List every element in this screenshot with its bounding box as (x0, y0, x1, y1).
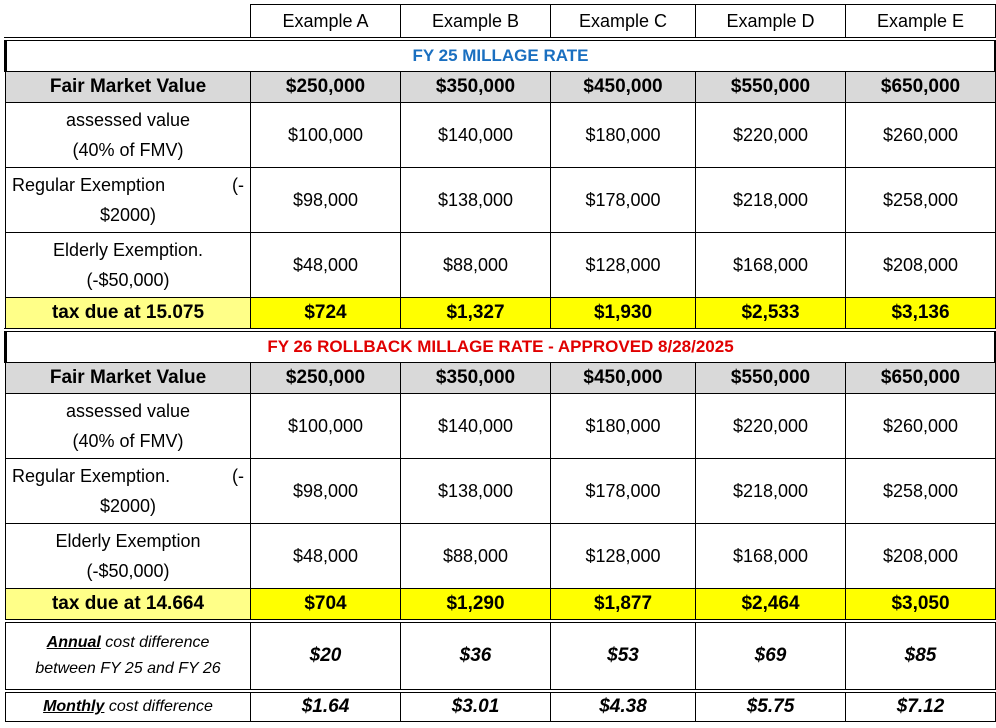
fy25-banner: FY 25 MILLAGE RATE (6, 39, 996, 72)
monthly-diff-a: $1.64 (251, 691, 401, 722)
fy26-assessed-label-1: assessed value (65, 401, 191, 421)
fy25-regular-label-1: Regular Exemption (12, 175, 166, 195)
fy26-assessed-b: $140,000 (401, 394, 551, 459)
annual-diff-e: $85 (846, 621, 996, 691)
monthly-diff-c: $4.38 (551, 691, 696, 722)
fy26-elderly-label-1: Elderly Exemption (55, 531, 201, 551)
header-example-c: Example C (551, 5, 696, 40)
fy26-tax-c: $1,877 (551, 589, 696, 622)
header-row (6, 5, 996, 40)
fy26-elderly-e: $208,000 (846, 524, 996, 589)
fy25-regular-b: $138,000 (401, 168, 551, 233)
header-example-e: Example E (846, 5, 996, 40)
fy25-assessed-label-2: (40% of FMV) (72, 140, 184, 160)
fy26-elderly-a: $48,000 (251, 524, 401, 589)
fy26-regular-label-1b: (- (232, 466, 244, 486)
fy25-fmv-label: Fair Market Value (6, 72, 251, 103)
fy26-tax-e: $3,050 (846, 589, 996, 622)
fy25-tax-row (6, 298, 996, 331)
fy26-elderly-b: $88,000 (401, 524, 551, 589)
fy26-regular-b: $138,000 (401, 459, 551, 524)
fy26-banner-row (6, 330, 996, 363)
fy26-fmv-a: $250,000 (251, 363, 401, 394)
monthly-diff-d: $5.75 (696, 691, 846, 722)
fy25-assessed-a: $100,000 (251, 103, 401, 168)
monthly-label-rest: cost difference (104, 698, 213, 715)
fy25-elderly-label (6, 233, 251, 298)
fy25-fmv-b: $350,000 (401, 72, 551, 103)
fy25-fmv-e: $650,000 (846, 72, 996, 103)
annual-label-em: Annual (46, 634, 101, 651)
fy25-banner-row (6, 39, 996, 72)
fy26-elderly-c: $128,000 (551, 524, 696, 589)
fy25-assessed-b: $140,000 (401, 103, 551, 168)
fy25-elderly-label-2: (-$50,000) (86, 270, 170, 290)
monthly-diff-e: $7.12 (846, 691, 996, 722)
fy25-fmv-row (6, 72, 996, 103)
fy25-tax-label: tax due at 15.075 (6, 298, 251, 331)
fy25-fmv-a: $250,000 (251, 72, 401, 103)
fy26-elderly-row (6, 524, 996, 589)
fy25-assessed-d: $220,000 (696, 103, 846, 168)
annual-diff-a: $20 (251, 621, 401, 691)
annual-diff-row (6, 621, 996, 691)
fy26-regular-d: $218,000 (696, 459, 846, 524)
fy25-assessed-label (6, 103, 251, 168)
fy25-assessed-label-1: assessed value (65, 110, 191, 130)
fy26-regular-e: $258,000 (846, 459, 996, 524)
fy26-elderly-label-2: (-$50,000) (86, 561, 170, 581)
fy26-tax-label: tax due at 14.664 (6, 589, 251, 622)
fy26-fmv-b: $350,000 (401, 363, 551, 394)
fy26-banner: FY 26 ROLLBACK MILLAGE RATE - APPROVED 8/28/2025 (6, 330, 996, 363)
monthly-diff-label (6, 691, 251, 722)
fy26-tax-a: $704 (251, 589, 401, 622)
monthly-diff-b: $3.01 (401, 691, 551, 722)
fy26-assessed-row (6, 394, 996, 459)
fy25-elderly-e: $208,000 (846, 233, 996, 298)
fy25-assessed-e: $260,000 (846, 103, 996, 168)
fy25-tax-a: $724 (251, 298, 401, 331)
fy26-regular-label-1: Regular Exemption. (12, 466, 171, 486)
fy26-assessed-d: $220,000 (696, 394, 846, 459)
header-example-d: Example D (696, 5, 846, 40)
fy26-tax-d: $2,464 (696, 589, 846, 622)
fy26-regular-row (6, 459, 996, 524)
annual-diff-d: $69 (696, 621, 846, 691)
header-example-a: Example A (251, 5, 401, 40)
fy25-regular-e: $258,000 (846, 168, 996, 233)
fy25-elderly-label-1: Elderly Exemption. (52, 240, 204, 260)
fy25-assessed-row (6, 103, 996, 168)
fy25-fmv-c: $450,000 (551, 72, 696, 103)
fy25-regular-a: $98,000 (251, 168, 401, 233)
header-example-b: Example B (401, 5, 551, 40)
millage-table (4, 4, 996, 722)
fy25-regular-label (6, 168, 251, 233)
annual-diff-c: $53 (551, 621, 696, 691)
fy26-elderly-d: $168,000 (696, 524, 846, 589)
fy25-elderly-b: $88,000 (401, 233, 551, 298)
fy25-regular-label-2: $2000) (99, 205, 157, 225)
header-blank-cell (6, 5, 251, 40)
fy25-fmv-d: $550,000 (696, 72, 846, 103)
fy25-tax-e: $3,136 (846, 298, 996, 331)
fy26-assessed-a: $100,000 (251, 394, 401, 459)
fy26-assessed-label (6, 394, 251, 459)
annual-diff-b: $36 (401, 621, 551, 691)
fy25-elderly-d: $168,000 (696, 233, 846, 298)
fy26-regular-label (6, 459, 251, 524)
fy26-fmv-c: $450,000 (551, 363, 696, 394)
fy26-fmv-e: $650,000 (846, 363, 996, 394)
fy25-tax-d: $2,533 (696, 298, 846, 331)
fy26-tax-b: $1,290 (401, 589, 551, 622)
fy25-elderly-a: $48,000 (251, 233, 401, 298)
fy25-regular-label-1b: (- (232, 175, 244, 195)
fy25-tax-b: $1,327 (401, 298, 551, 331)
fy26-regular-c: $178,000 (551, 459, 696, 524)
monthly-label-em: Monthly (43, 698, 105, 715)
fy25-assessed-c: $180,000 (551, 103, 696, 168)
annual-label-2: between FY 25 and FY 26 (35, 660, 221, 677)
fy26-assessed-label-2: (40% of FMV) (72, 431, 184, 451)
annual-diff-label (6, 621, 251, 691)
fy26-regular-label-2: $2000) (99, 496, 157, 516)
fy25-regular-c: $178,000 (551, 168, 696, 233)
annual-label-rest: cost difference (100, 634, 210, 651)
fy26-assessed-c: $180,000 (551, 394, 696, 459)
fy26-elderly-label (6, 524, 251, 589)
fy25-elderly-c: $128,000 (551, 233, 696, 298)
fy25-regular-row (6, 168, 996, 233)
fy26-tax-row (6, 589, 996, 622)
fy26-assessed-e: $260,000 (846, 394, 996, 459)
fy25-tax-c: $1,930 (551, 298, 696, 331)
fy26-regular-a: $98,000 (251, 459, 401, 524)
fy26-fmv-d: $550,000 (696, 363, 846, 394)
fy25-elderly-row (6, 233, 996, 298)
fy26-fmv-row (6, 363, 996, 394)
fy25-regular-d: $218,000 (696, 168, 846, 233)
fy26-fmv-label: Fair Market Value (6, 363, 251, 394)
monthly-diff-row (6, 691, 996, 722)
